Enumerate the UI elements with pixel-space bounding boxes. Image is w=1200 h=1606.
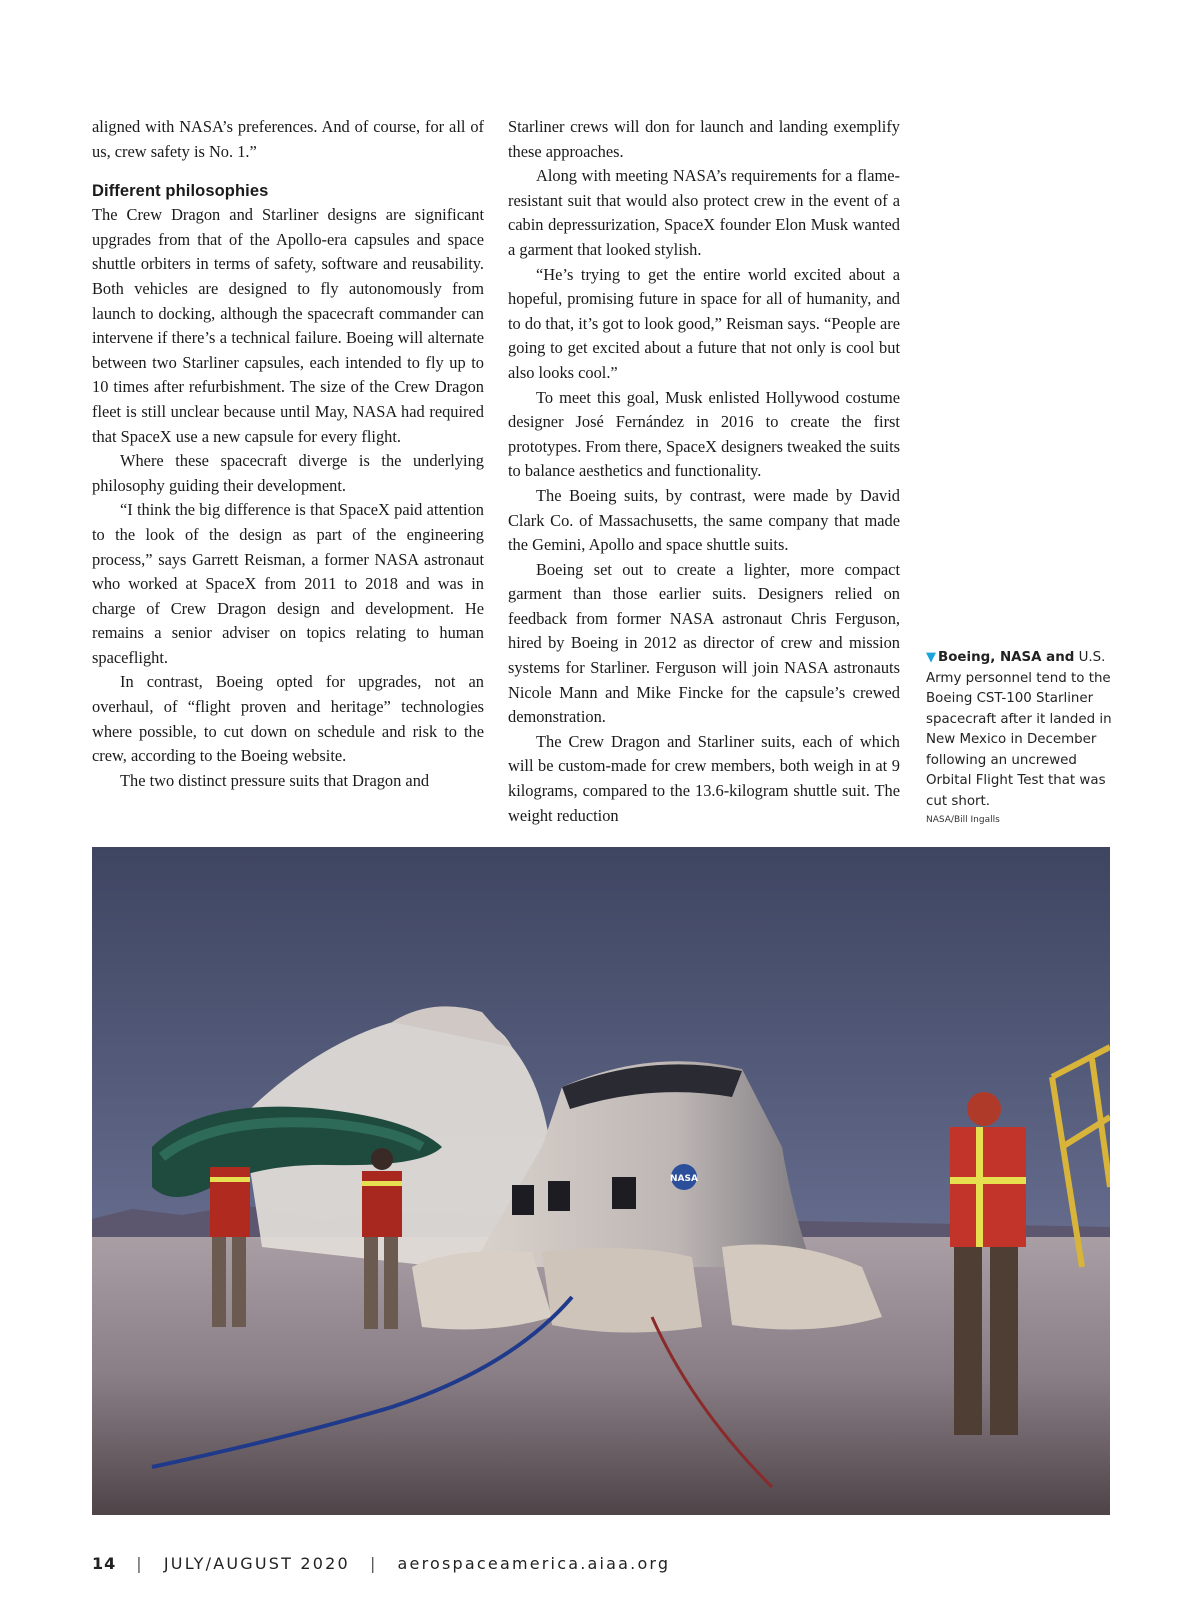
capsule-window (548, 1181, 570, 1211)
photo-caption (926, 648, 1116, 812)
article-column-1 (92, 115, 484, 793)
footer-separator: | (136, 1554, 144, 1573)
section-subhead: Different philosophies (92, 182, 269, 201)
footer-separator: | (369, 1554, 378, 1573)
nasa-logo-text: NASA (670, 1174, 698, 1184)
photo-credit: NASA/Bill Ingalls (926, 815, 1000, 825)
capsule-window (512, 1185, 534, 1215)
paragraph: The Crew Dragon and Starliner designs are significant upgrades from that of the Apollo-era capsules and space shuttle orbiters in terms of safety, software and reusability. Both vehicles are designed to fly autonomously from launch to docking, although the spacecraft commander can intervene if there’s a technical failure. Boeing will alternate between two Starliner capsules, each intended to fly up to 10 times after refurbishment. The size of the Crew Dragon fleet is still unclear because until May, NASA had required that SpaceX use a new capsule for every flight. (92, 205, 484, 446)
paragraph: The Crew Dragon and Starliner suits, each of which will be custom-made for crew members, both weigh in at 9 kilograms, compared to the 13.6-kilogram shuttle suit. The weight reduction (508, 731, 900, 825)
paragraph: The Boeing suits, by contrast, were made by David Clark Co. of Massachusetts, the same company that made the Gemini, Apollo and space shuttle suits. (508, 485, 900, 555)
paragraph: Along with meeting NASA’s requirements for a flame-resistant suit that would also protect crew in the event of a cabin depressurization, SpaceX founder Elon Musk wanted a garment that looked stylish. (508, 166, 900, 259)
triangle-down-icon: ▼ (926, 650, 936, 665)
article-column-2 (508, 115, 900, 828)
page-number: 14 (92, 1554, 117, 1573)
issue-date: JULY/AUGUST 2020 (163, 1554, 350, 1573)
paragraph: “He’s trying to get the entire world excited about a hopeful, promising future in space for all of humanity, and to do that, it’s got to look good,” Reisman says. “People are going to get excited about a future that not only is cool but also looks cool.” (508, 264, 900, 382)
paragraph: aligned with NASA’s preferences. And of course, for all of us, crew safety is No. 1.” (92, 117, 484, 161)
caption-lead: Boeing, NASA and (938, 650, 1075, 665)
paragraph: To meet this goal, Musk enlisted Hollywood costume designer José Fernández in 2016 to create the first prototypes. From there, SpaceX designers tweaked the suits to balance aesthetics and functionality. (508, 387, 900, 481)
paragraph: Where these spacecraft diverge is the underlying philosophy guiding their development. (92, 451, 484, 495)
paragraph: Starliner crews will don for launch and landing exemplify these approaches. (508, 117, 900, 161)
page-footer (92, 1554, 670, 1573)
paragraph: The two distinct pressure suits that Dragon and (120, 770, 430, 790)
website-link[interactable]: aerospaceamerica.aiaa.org (397, 1554, 671, 1573)
paragraph: “I think the big difference is that SpaceX paid attention to the look of the design as part of the engineering process,” says Garrett Reisman, a former NASA astronaut who worked at SpaceX from 2011 to 2018 and was in charge of Crew Dragon design and development. He remains a senior adviser on topics relating to human spaceflight. (92, 500, 484, 667)
starliner-landing-photo (92, 847, 1110, 1515)
paragraph: In contrast, Boeing opted for upgrades, not an overhaul, of “flight proven and heritage” technologies where possible, to cut down on schedule and risk to the crew, according to the Boeing website. (92, 672, 484, 766)
caption-body: U.S. Army personnel tend to the Boeing CST-100 Starliner spacecraft after it landed in New Mexico in December following an uncrewed Orbital Flight Test that was cut short. (926, 650, 1112, 809)
capsule-window (612, 1177, 636, 1209)
paragraph: Boeing set out to create a lighter, more compact garment than those earlier suits. Designers relied on feedback from former NASA astronaut Chris Ferguson, hired by Boeing in 2012 as director of crew and mission systems for Starliner. Ferguson will join NASA astronauts Nicole Mann and Mike Fincke for the capsule’s crewed demonstration. (508, 559, 900, 727)
